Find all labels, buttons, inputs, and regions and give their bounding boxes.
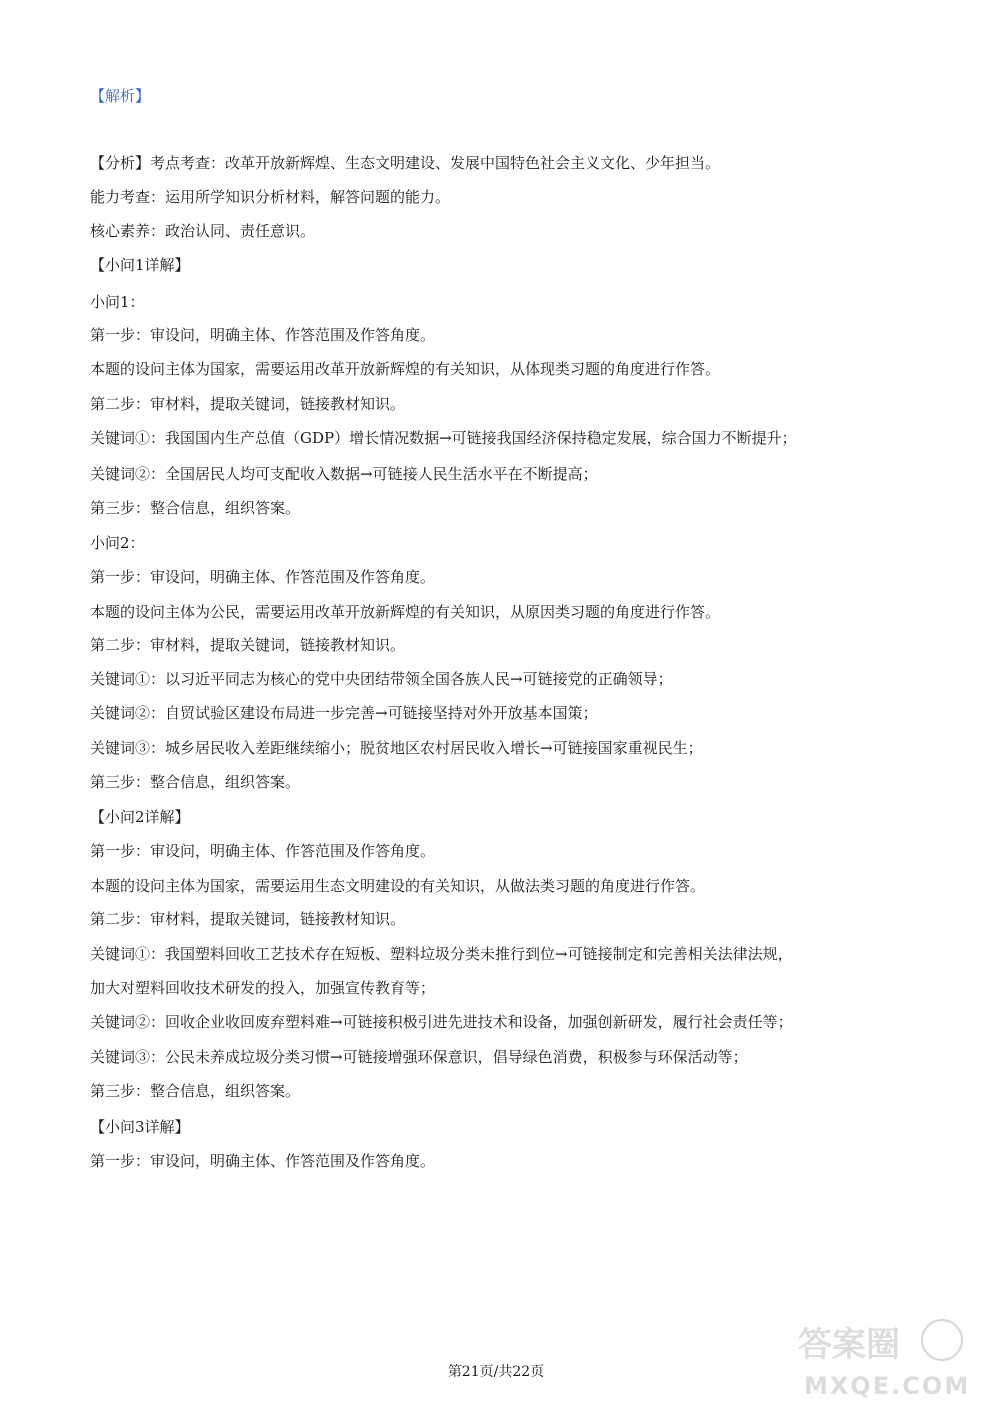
body-line: 第三步：整合信息，组织答案。 — [90, 773, 301, 791]
analysis-header: 【解析】 — [90, 87, 151, 105]
body-line: 小问1： — [90, 293, 145, 311]
page-footer: 第21页/共22页 — [447, 1364, 545, 1380]
body-line: 第一步：审设问，明确主体、作答范围及作答角度。 — [90, 326, 436, 344]
body-line: 核心素养：政治认同、责任意识。 — [90, 222, 316, 240]
body-line: 加大对塑料回收技术研发的投入，加强宣传教育等； — [90, 979, 436, 997]
body-line: 关键词②：自贸试验区建设布局进一步完善→可链接坚持对外开放基本国策； — [90, 704, 598, 722]
body-line: 【小问2详解】 — [90, 808, 190, 826]
body-line: 关键词①：以习近平同志为核心的党中央团结带领全国各族人民→可链接党的正确领导； — [90, 670, 673, 688]
body-line: 【分析】考点考查：改革开放新辉煌、生态文明建设、发展中国特色社会主义文化、少年担当。 — [90, 154, 721, 172]
body-line: 第二步：审材料，提取关键词，链接教材知识。 — [90, 395, 406, 413]
body-line: 本题的设问主体为国家，需要运用改革开放新辉煌的有关知识，从体现类习题的角度进行作答。 — [90, 360, 721, 378]
watermark-logo — [794, 1312, 974, 1402]
body-line: 小问2： — [90, 534, 145, 552]
body-line: 关键词③：公民未养成垃圾分类习惯→可链接增强环保意识，倡导绿色消费，积极参与环保活动等； — [90, 1048, 748, 1066]
body-line: 第三步：整合信息，组织答案。 — [90, 499, 301, 517]
body-line: 本题的设问主体为公民，需要运用改革开放新辉煌的有关知识，从原因类习题的角度进行作答。 — [90, 603, 721, 621]
body-line: 第二步：审材料，提取关键词，链接教材知识。 — [90, 910, 406, 928]
body-line: 关键词②：全国居民人均可支配收入数据→可链接人民生活水平在不断提高； — [90, 465, 598, 483]
watermark-line1: 答案圈 — [798, 1325, 900, 1365]
body-line: 关键词①：我国塑料回收工艺技术存在短板、塑料垃圾分类未推行到位→可链接制定和完善相关法律法规， — [90, 945, 793, 963]
body-line: 关键词②：回收企业收回废弃塑料难→可链接积极引进先进技术和设备，加强创新研发，履行社会责任等； — [90, 1013, 793, 1031]
body-line: 【小问3详解】 — [90, 1118, 190, 1136]
body-line: 能力考查：运用所学知识分析材料，解答问题的能力。 — [90, 188, 451, 206]
body-line: 【小问1详解】 — [90, 256, 190, 274]
body-line: 本题的设问主体为国家，需要运用生态文明建设的有关知识，从做法类习题的角度进行作答。 — [90, 877, 706, 895]
body-line: 第一步：审设问，明确主体、作答范围及作答角度。 — [90, 842, 436, 860]
body-line: 第一步：审设问，明确主体、作答范围及作答角度。 — [90, 568, 436, 586]
body-line: 第二步：审材料，提取关键词，链接教材知识。 — [90, 636, 406, 654]
body-line: 第三步：整合信息，组织答案。 — [90, 1082, 301, 1100]
body-line: 关键词③：城乡居民收入差距继续缩小；脱贫地区农村居民收入增长→可链接国家重视民生； — [90, 739, 703, 757]
body-line: 第一步：审设问，明确主体、作答范围及作答角度。 — [90, 1152, 436, 1170]
watermark-line2: MXQE.COM — [804, 1372, 971, 1400]
body-line: 关键词①：我国国内生产总值（GDP）增长情况数据→可链接我国经济保持稳定发展，综合国力不断提升； — [90, 429, 797, 447]
